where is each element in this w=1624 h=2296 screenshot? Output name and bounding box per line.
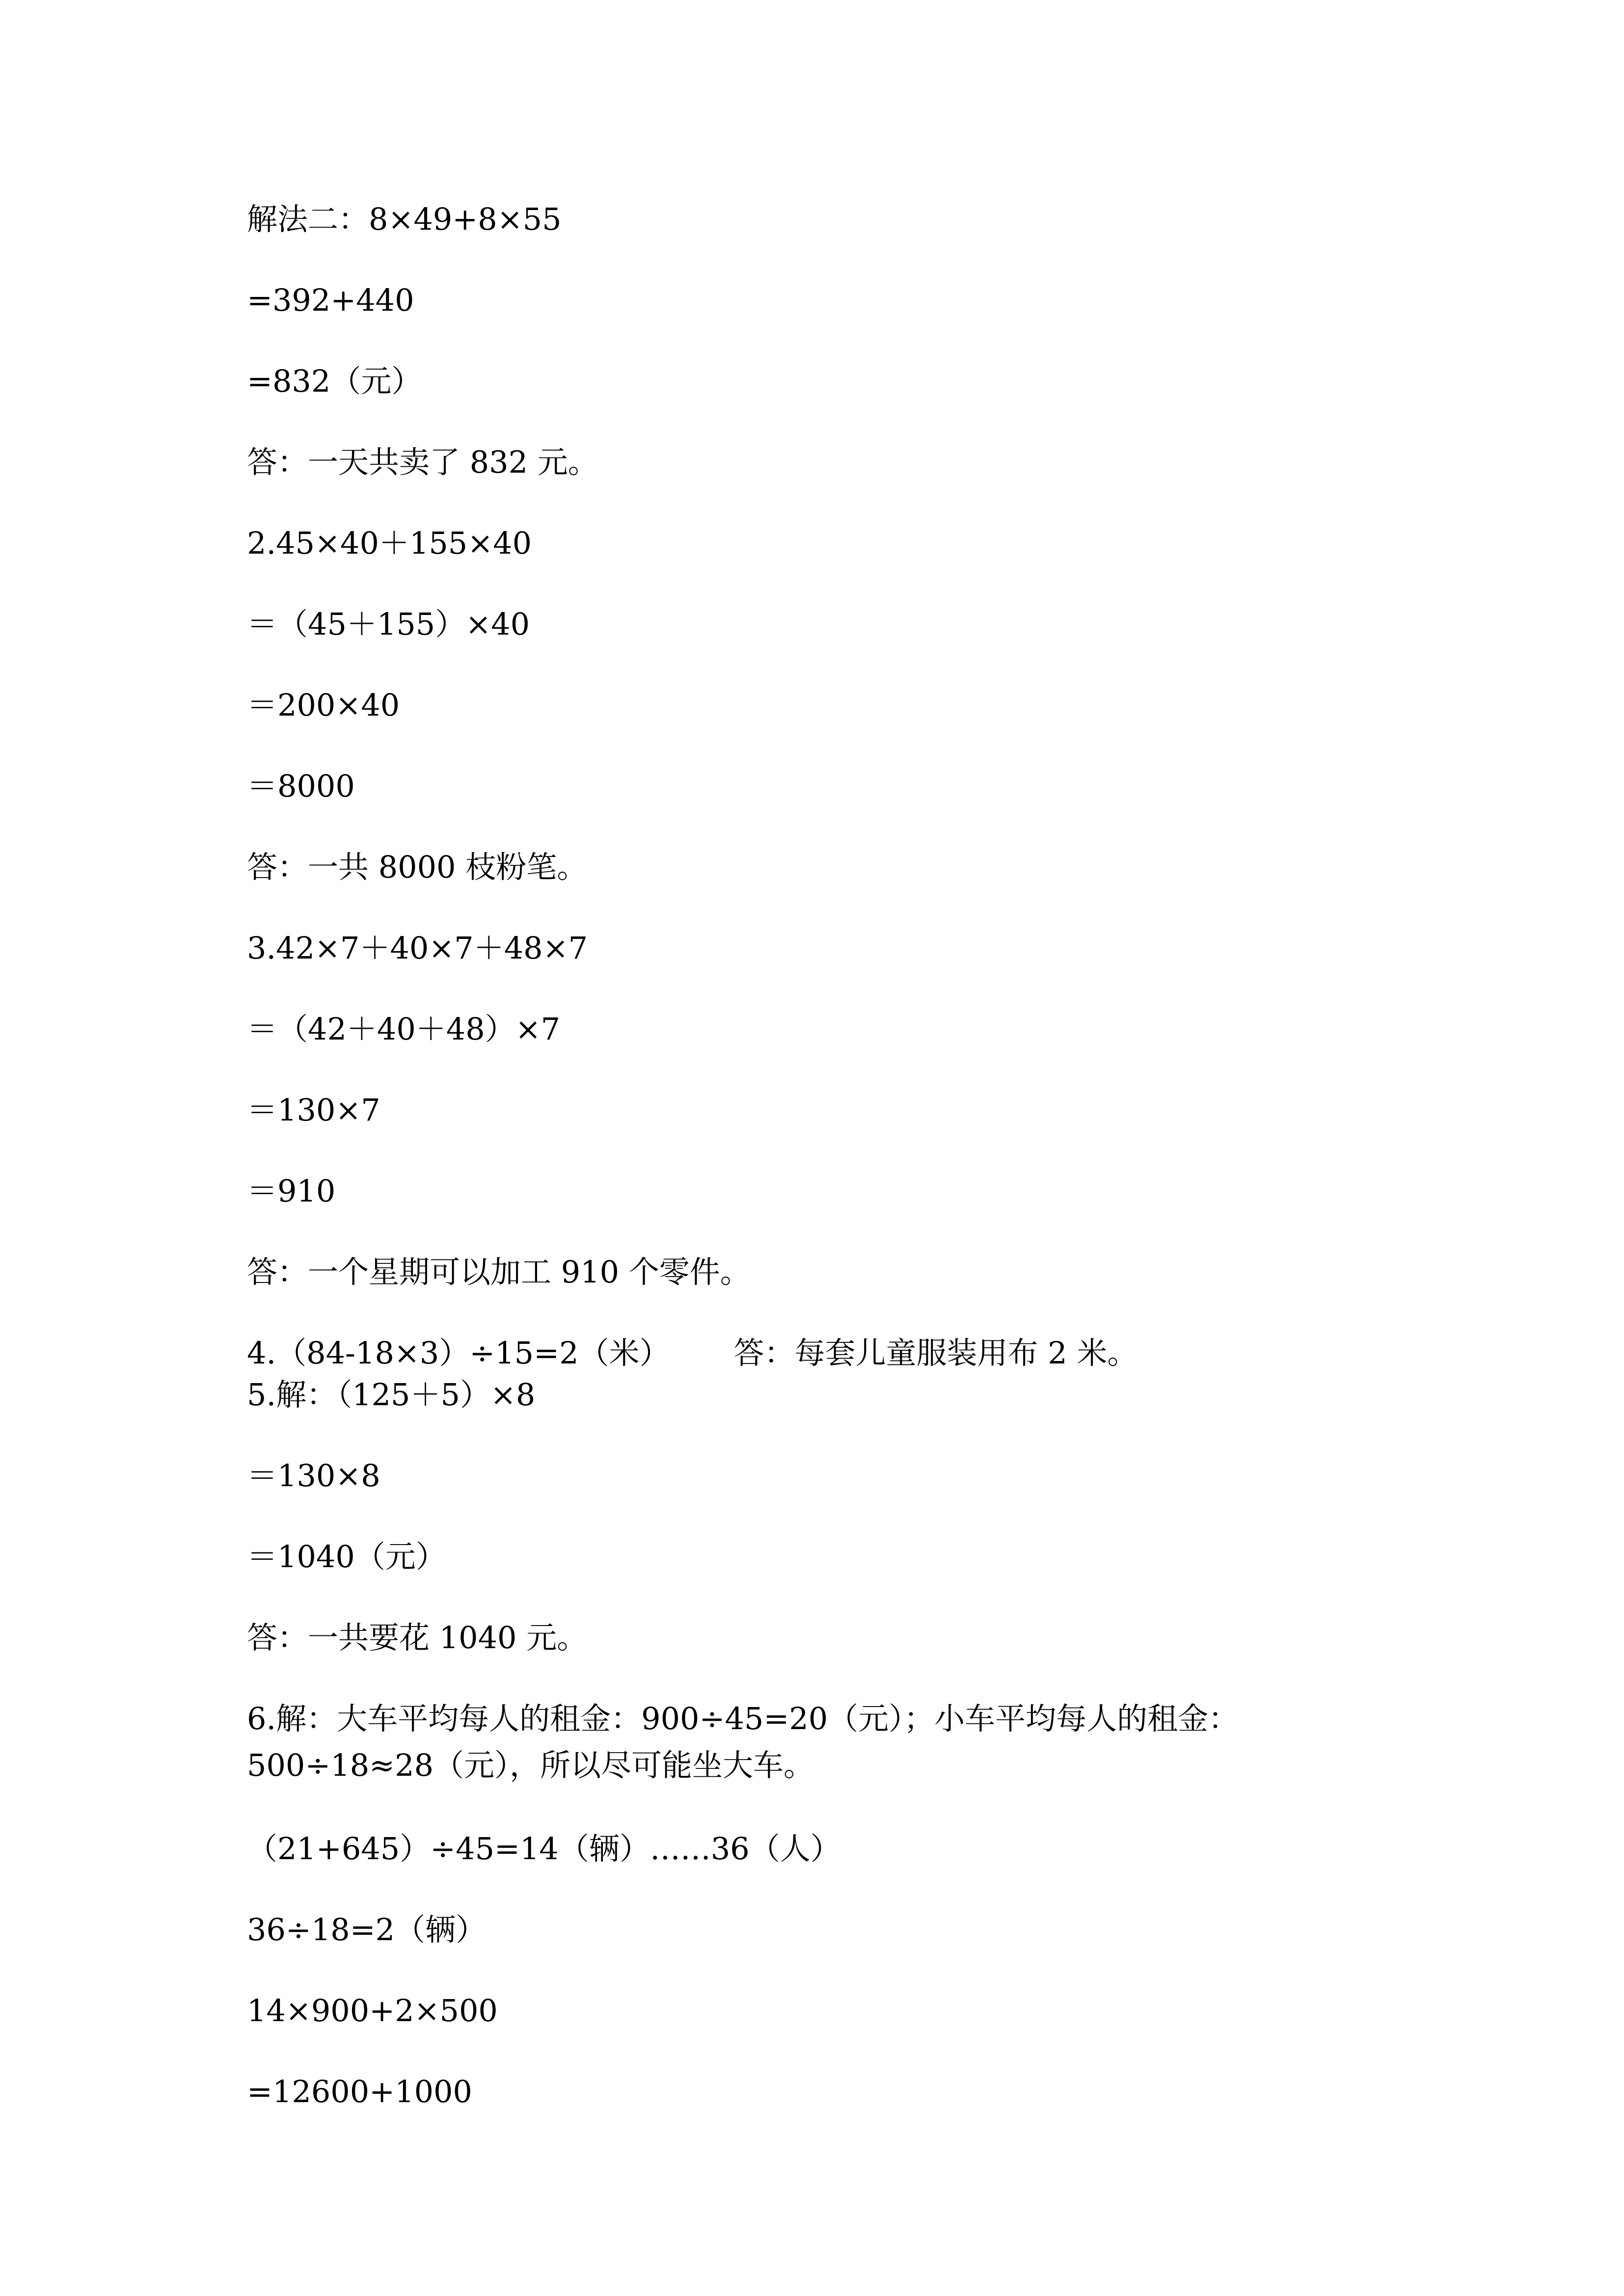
answer-line: 答：一个星期可以加工 910 个零件。	[247, 1254, 751, 1290]
problem-5-expression: 5.解：（125＋5）×8	[247, 1377, 536, 1413]
calc-step: ＝（42＋40＋48）×7	[247, 1011, 561, 1047]
calc-step: （21+645）÷45=14（辆）……36（人）	[247, 1831, 841, 1867]
calc-step: =392+440	[247, 282, 414, 318]
problem-6-intro-cont: 500÷18≈28（元），所以尽可能坐大车。	[247, 1747, 814, 1783]
calc-step: =12600+1000	[247, 2074, 472, 2109]
answer-line: 答：一共 8000 枝粉笔。	[247, 849, 588, 885]
calc-step: ＝（45＋155）×40	[247, 606, 530, 642]
problem-4-answer: 答：每套儿童服装用布 2 米。	[733, 1335, 1138, 1371]
solution-method-two: 解法二：8×49+8×55	[247, 201, 562, 237]
problem-4-expression: 4.（84-18×3）÷15=2（米）	[247, 1335, 670, 1371]
calc-step: ＝8000	[247, 768, 355, 804]
answer-line: 答：一天共卖了 832 元。	[247, 444, 598, 480]
problem-4-line	[247, 1333, 1137, 1374]
calc-step: ＝1040（元）	[247, 1539, 446, 1575]
calc-step: 36÷18=2（辆）	[247, 1912, 487, 1948]
calc-step: 14×900+2×500	[247, 1993, 498, 2029]
calc-step: =832（元）	[247, 363, 422, 399]
problem-3-expression: 3.42×7＋40×7＋48×7	[247, 930, 588, 966]
calc-step: ＝200×40	[247, 687, 400, 723]
calc-step: ＝130×8	[247, 1458, 380, 1494]
calc-step: ＝130×7	[247, 1092, 380, 1128]
calc-step: ＝910	[247, 1173, 336, 1209]
problem-6-intro: 6.解：大车平均每人的租金：900÷45=20（元）；小车平均每人的租金：	[247, 1701, 1239, 1736]
answer-line: 答：一共要花 1040 元。	[247, 1620, 588, 1655]
problem-2-expression: 2.45×40＋155×40	[247, 525, 532, 561]
